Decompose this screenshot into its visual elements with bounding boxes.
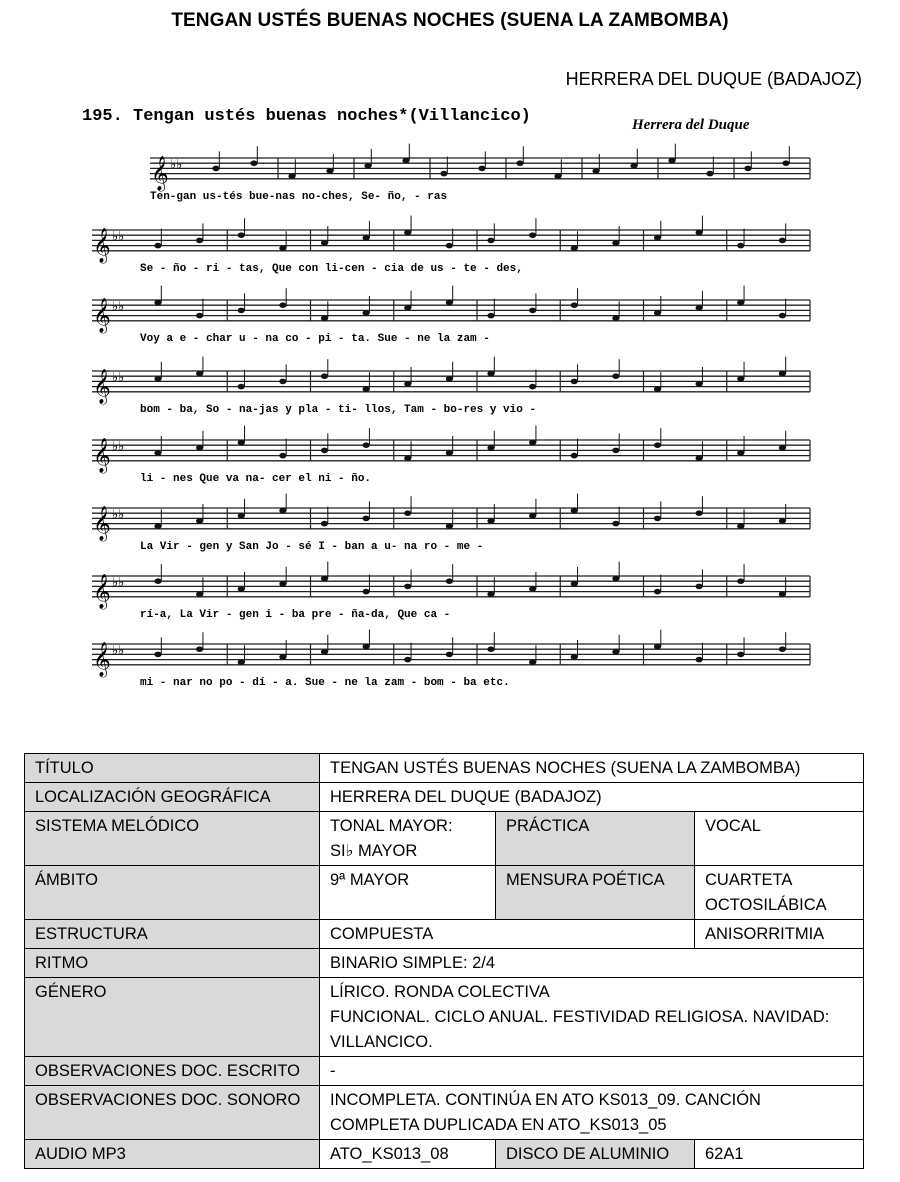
obs-sonoro-line2: COMPLETA DUPLICADA EN ATO_KS013_05: [330, 1116, 667, 1134]
staff-7: [92, 562, 810, 610]
staff-3: [92, 286, 810, 334]
value-disco: 62A1: [695, 1140, 864, 1169]
lyric-line-3: Voy a e - char u - na co - pi - ta. Sue - ne la zam -: [140, 332, 490, 345]
value-mensura: [695, 866, 864, 920]
metadata-table: [24, 753, 864, 1169]
value-ambito: 9ª MAYOR: [320, 866, 496, 920]
label-obs-escrito: OBSERVACIONES DOC. ESCRITO: [25, 1057, 320, 1086]
label-audio: AUDIO MP3: [25, 1140, 320, 1169]
score-place: Herrera del Duque: [632, 117, 750, 133]
svg-text:♭♭: ♭♭: [112, 229, 125, 245]
value-anisorritmia: ANISORRITMIA: [695, 920, 864, 949]
svg-text:𝄞: 𝄞: [151, 155, 169, 191]
lyric-line-8: mi - nar no po - dí - a. Sue - ne la zam - bom - ba etc.: [140, 676, 510, 689]
svg-text:♭♭: ♭♭: [112, 507, 125, 523]
sistema-line1: TONAL MAYOR:: [330, 817, 453, 835]
value-audio: ATO_KS013_08: [320, 1140, 496, 1169]
value-ritmo: BINARIO SIMPLE: 2/4: [320, 949, 864, 978]
score-heading: 195. Tengan ustés buenas noches*(Villancico): [82, 107, 531, 126]
label-mensura: MENSURA POÉTICA: [496, 866, 695, 920]
label-disco: DISCO DE ALUMINIO: [496, 1140, 695, 1169]
row-titulo: [25, 754, 864, 783]
value-genero: [320, 978, 864, 1057]
row-obs-escrito: [25, 1057, 864, 1086]
lyric-line-6: La Vir - gen y San Jo - sé I - ban a u- na ro - me -: [140, 540, 484, 553]
obs-sonoro-line1: INCOMPLETA. CONTINÚA EN ATO KS013_09. CANCIÓN: [330, 1091, 761, 1109]
genero-line3: VILLANCICO.: [330, 1033, 433, 1051]
staff-2: [92, 216, 810, 264]
label-localizacion: LOCALIZACIÓN GEOGRÁFICA: [25, 783, 320, 812]
svg-text:♭♭: ♭♭: [112, 575, 125, 591]
svg-text:𝄞: 𝄞: [93, 505, 111, 541]
lyric-line-4: bom - ba, So - na-jas y pla - ti- llos, Tam - bo-res y vio -: [140, 403, 537, 416]
row-obs-sonoro: [25, 1086, 864, 1140]
value-obs-escrito: -: [320, 1057, 864, 1086]
svg-text:𝄞: 𝄞: [93, 297, 111, 333]
label-practica: PRÁCTICA: [496, 812, 695, 866]
svg-text:♭♭: ♭♭: [170, 157, 183, 173]
music-score: [80, 96, 820, 696]
label-titulo: TÍTULO: [25, 754, 320, 783]
svg-text:𝄞: 𝄞: [93, 368, 111, 404]
label-sistema: SISTEMA MELÓDICO: [25, 812, 320, 866]
label-obs-sonoro: OBSERVACIONES DOC. SONORO: [25, 1086, 320, 1140]
value-obs-sonoro: [320, 1086, 864, 1140]
row-genero: [25, 978, 864, 1057]
location-heading: HERRERA DEL DUQUE (BADAJOZ): [565, 69, 862, 89]
mensura-line1: CUARTETA: [705, 871, 793, 889]
lyric-line-7: rí-a, La Vir - gen i - ba pre - ña-da, Que ca -: [140, 608, 451, 621]
row-localizacion: [25, 783, 864, 812]
lyric-line-1: Ten-gan us-tés bue-nas no-ches, Se- ño, - ras: [150, 190, 448, 203]
svg-text:♭♭: ♭♭: [112, 299, 125, 315]
svg-text:𝄞: 𝄞: [93, 437, 111, 473]
label-estructura: ESTRUCTURA: [25, 920, 320, 949]
value-practica: VOCAL: [695, 812, 864, 866]
row-ritmo: [25, 949, 864, 978]
staff-8: [92, 630, 810, 678]
svg-text:𝄞: 𝄞: [93, 641, 111, 677]
staff-5: [92, 426, 810, 474]
lyric-line-5: li - nes Que va na- cer el ni - ño.: [140, 472, 372, 485]
score-image: [80, 96, 820, 696]
row-sistema: [25, 812, 864, 866]
svg-text:♭♭: ♭♭: [112, 439, 125, 455]
svg-text:♭♭: ♭♭: [112, 370, 125, 386]
label-genero: GÉNERO: [25, 978, 320, 1057]
value-titulo: TENGAN USTÉS BUENAS NOCHES (SUENA LA ZAMBOMBA): [320, 754, 864, 783]
staff-4: [92, 357, 810, 405]
sistema-line2: SI♭ MAYOR: [330, 842, 418, 860]
mensura-line2: OCTOSILÁBICA: [705, 896, 827, 914]
svg-text:♭♭: ♭♭: [112, 643, 125, 659]
page-title: TENGAN USTÉS BUENAS NOCHES (SUENA LA ZAMBOMBA): [171, 10, 729, 31]
row-audio: [25, 1140, 864, 1169]
staff-6: [92, 494, 810, 542]
staff-1: [150, 144, 810, 192]
value-localizacion: HERRERA DEL DUQUE (BADAJOZ): [320, 783, 864, 812]
genero-line2: FUNCIONAL. CICLO ANUAL. FESTIVIDAD RELIGIOSA. NAVIDAD:: [330, 1008, 830, 1026]
genero-line1: LÍRICO. RONDA COLECTIVA: [330, 983, 550, 1001]
lyric-line-2: Se - ño - ri - tas, Que con li-cen - cia de us - te - des,: [140, 262, 523, 275]
value-sistema: [320, 812, 496, 866]
row-ambito: [25, 866, 864, 920]
label-ambito: ÁMBITO: [25, 866, 320, 920]
value-estructura: COMPUESTA: [320, 920, 695, 949]
row-estructura: [25, 920, 864, 949]
svg-text:𝄞: 𝄞: [93, 227, 111, 263]
svg-text:𝄞: 𝄞: [93, 573, 111, 609]
label-ritmo: RITMO: [25, 949, 320, 978]
